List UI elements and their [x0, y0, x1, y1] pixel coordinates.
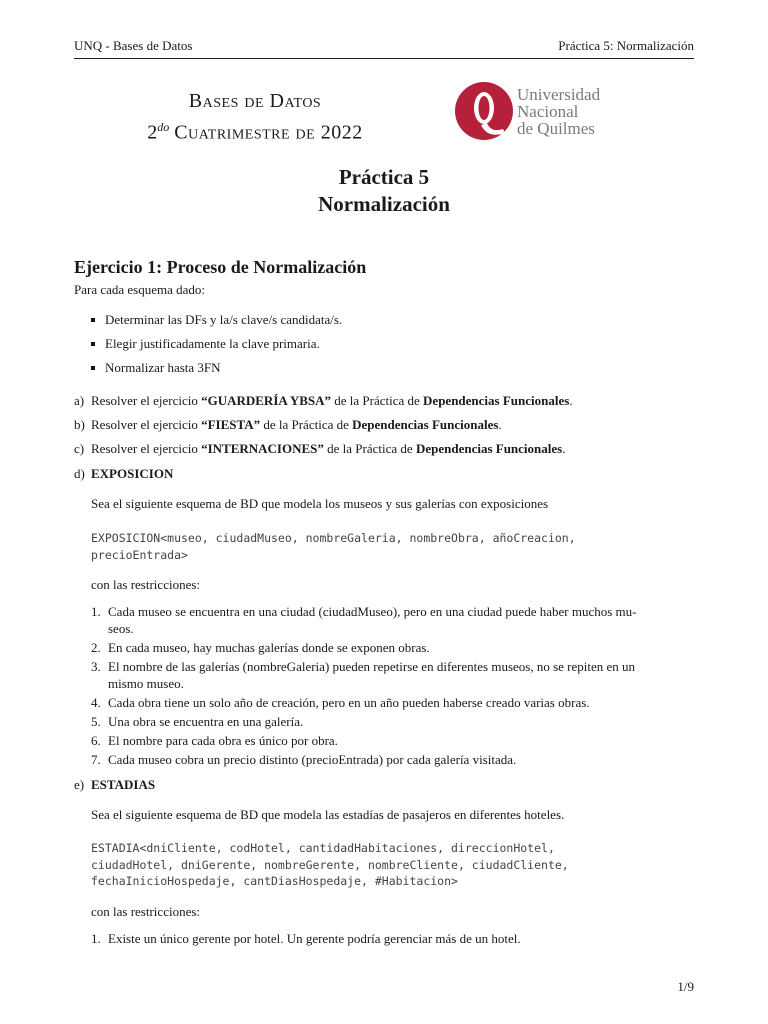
term-superscript: do — [157, 120, 170, 134]
term-number: 2 — [147, 121, 158, 144]
practice-title — [74, 164, 694, 218]
list-item: 7. Cada museo cobra un precio distinto (precioEntrada) por cada galería visitada. — [91, 752, 517, 767]
item-label: e) — [74, 777, 85, 792]
exposicion-schema: EXPOSICION<museo, ciudadMuseo, nombreGaleria, nombreObra, añoCreacion, precioEntrada> — [91, 531, 576, 562]
bullet-item: Determinar las DFs y la/s clave/s candidata/s. — [74, 311, 342, 328]
logo-line-2: Nacional — [517, 102, 579, 121]
course-name: Bases de Datos — [188, 90, 322, 112]
item-text: Resolver el ejercicio “FIESTA” de la Práctica de Dependencias Funcionales. — [91, 417, 502, 432]
bullet-item: Normalizar hasta 3FN — [74, 359, 342, 376]
university-name — [517, 86, 600, 137]
course-title — [112, 88, 398, 146]
bullet-item: Elegir justificadamente la clave primaria. — [74, 335, 342, 352]
estadias-description: Sea el siguiente esquema de BD que modela las estadías de pasajeros en diferentes hoteles. — [91, 807, 565, 822]
item-label: b) — [74, 417, 85, 432]
item-label: d) — [74, 466, 85, 481]
estadias-restrictions-list — [91, 930, 694, 949]
exposicion-restrictions-label: con las restricciones: — [91, 577, 201, 592]
exposicion-restrictions-list — [91, 603, 694, 770]
item-title: ESTADIAS — [91, 777, 156, 792]
item-label: c) — [74, 441, 85, 456]
header-left: UNQ - Bases de Datos — [74, 38, 193, 53]
term-text: Cuatrimestre de 2022 — [174, 121, 363, 144]
exposicion-description: Sea el siguiente esquema de BD que modela los museos y sus galerías con exposiciones — [91, 496, 549, 511]
course-term — [112, 114, 398, 146]
list-item: 6. El nombre para cada obra es único por obra. — [91, 733, 338, 748]
header-rule — [74, 58, 694, 59]
task-bullet-list — [74, 311, 342, 383]
exercise-heading: Ejercicio 1: Proceso de Normalización — [74, 257, 367, 277]
list-item: 1. Existe un único gerente por hotel. Un gerente podría gerenciar más de un hotel. — [91, 931, 521, 946]
logo-line-1: Universidad — [517, 85, 601, 104]
list-item: 2. En cada museo, hay muchas galerías donde se exponen obras. — [91, 640, 430, 655]
header-right: Práctica 5: Normalización — [558, 38, 694, 53]
university-logo — [453, 81, 623, 143]
list-item: 4. Cada obra tiene un solo año de creación, pero en un año pueden haberse creado varias obras. — [91, 695, 590, 710]
estadias-schema: ESTADIA<dniCliente, codHotel, cantidadHabitaciones, direccionHotel, ciudadHotel, dniGerente, nombreGerente, nombreCliente, ciudadCliente, fechaInicioHospedaje, cantDiasHospedaje, #Habitacion> — [91, 841, 569, 888]
logo-line-3: de Quilmes — [517, 119, 595, 138]
practice-number: Práctica 5 — [338, 165, 430, 189]
estadias-restrictions-label: con las restricciones: — [91, 904, 201, 919]
list-item: 3. El nombre de las galerías (nombreGaleria) pueden repetirse en diferentes museos, no se repiten en un mismo museo. — [91, 659, 636, 691]
practice-topic: Normalización — [318, 192, 450, 216]
item-text: Resolver el ejercicio “INTERNACIONES” de la Práctica de Dependencias Funcionales. — [91, 441, 566, 456]
page-number: 1/9 — [677, 979, 694, 994]
list-item: 5. Una obra se encuentra en una galería. — [91, 714, 304, 729]
quilmes-q-icon — [453, 81, 515, 143]
item-text: Resolver el ejercicio “GUARDERÍA YBSA” de la Práctica de Dependencias Funcionales. — [91, 393, 573, 408]
exercise-intro: Para cada esquema dado: — [74, 282, 206, 297]
item-title: EXPOSICION — [91, 466, 174, 481]
list-item: 1. Cada museo se encuentra en una ciudad (ciudadMuseo), pero en una ciudad puede haber muchos mu- seos. — [91, 604, 637, 636]
item-label: a) — [74, 393, 85, 408]
